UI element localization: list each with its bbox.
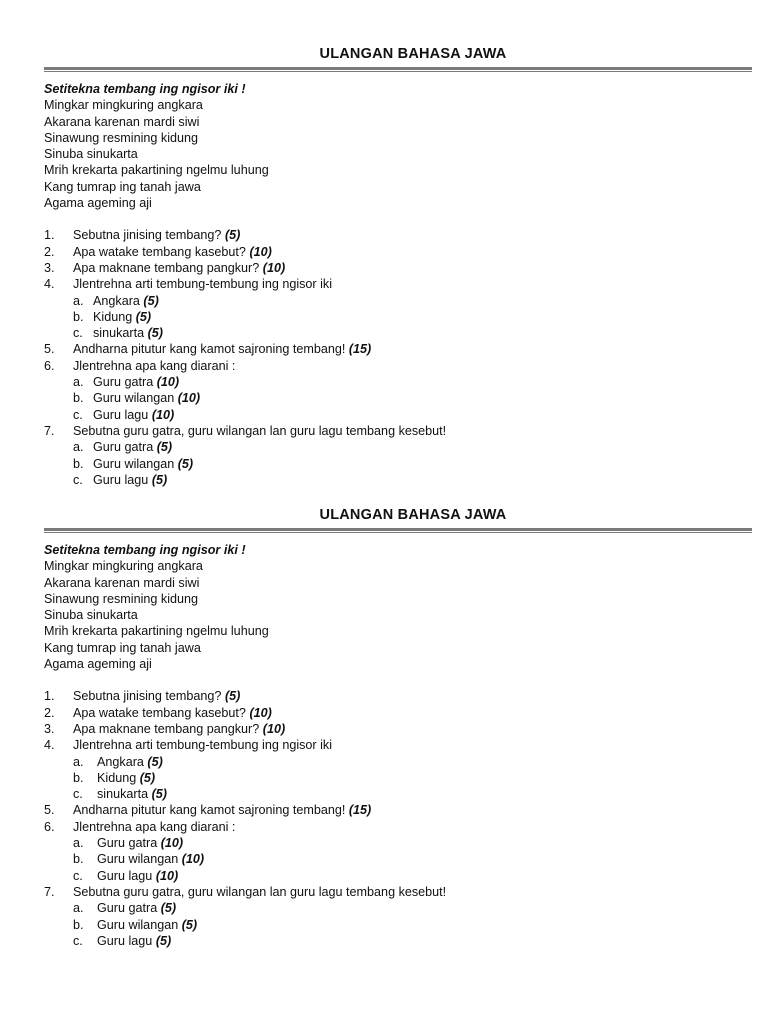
- poem-line: Kang tumrap ing tanah jawa: [44, 179, 201, 194]
- sub-letter: a.: [73, 901, 84, 916]
- question-item: [44, 688, 752, 704]
- exam-title: ULANGAN BAHASA JAWA: [319, 46, 507, 62]
- sub-text: Guru lagu: [93, 407, 152, 422]
- question-text: Jlentrehna arti tembung-tembung ing ngisor iki: [73, 738, 333, 753]
- question-score: (5): [224, 689, 241, 704]
- sub-letter: c.: [73, 868, 83, 883]
- sub-score: (5): [135, 309, 152, 324]
- poem-block: [44, 542, 752, 672]
- sub-item: [44, 868, 752, 884]
- sub-text: Guru lagu: [97, 868, 156, 883]
- question-text: Apa watake tembang kasebut?: [73, 705, 250, 720]
- poem-line: Akarana karenan mardi siwi: [44, 114, 200, 129]
- sub-score: (5): [156, 440, 173, 455]
- sub-item: [44, 900, 752, 916]
- question-number: 3.: [44, 721, 55, 736]
- poem-line: Mrih krekarta pakartining ngelmu luhung: [44, 163, 269, 178]
- question-score: (10): [249, 705, 272, 720]
- sub-item: [44, 786, 752, 802]
- sub-score: (10): [181, 852, 205, 867]
- question-item: [44, 227, 752, 243]
- poem-line: Mrih krekarta pakartining ngelmu luhung: [44, 624, 269, 639]
- sub-letter: b.: [73, 309, 84, 324]
- sub-text: Guru lagu: [93, 472, 152, 487]
- question-item: [44, 358, 752, 374]
- question-number: 3.: [44, 260, 55, 275]
- question-item: [44, 341, 752, 357]
- poem-line: Sinuba sinukarta: [44, 608, 138, 623]
- question-score: (10): [262, 721, 286, 736]
- question-item: [44, 260, 752, 276]
- sub-text: Guru gatra: [97, 901, 161, 916]
- sub-score: (5): [147, 754, 163, 769]
- poem-block: [44, 81, 752, 211]
- sub-score: (5): [143, 293, 159, 308]
- sub-letter: c.: [73, 407, 83, 422]
- sub-item: [44, 439, 752, 455]
- poem-line: Sinawung resmining kidung: [44, 130, 199, 145]
- sub-letter: b.: [73, 391, 84, 406]
- question-text: Jlentrehna apa kang diarani :: [73, 819, 236, 834]
- sub-letter: c.: [73, 787, 83, 802]
- sub-item: [44, 917, 752, 933]
- question-text: Andharna pitutur kang kamot sajroning tembang!: [73, 803, 349, 818]
- sub-item: [44, 390, 752, 406]
- sub-score: (5): [177, 456, 194, 471]
- question-score: (10): [262, 260, 286, 275]
- question-list: [44, 688, 752, 949]
- question-number: 1.: [44, 689, 55, 704]
- poem-instruction: Setitekna tembang ing ngisor iki !: [44, 543, 246, 557]
- sub-item: [44, 293, 752, 309]
- sub-text: Kidung: [97, 770, 140, 785]
- poem-line: Mingkar mingkuring angkara: [44, 98, 203, 113]
- sub-text: Angkara: [97, 754, 148, 769]
- sub-item: [44, 770, 752, 786]
- sub-score: (10): [151, 407, 175, 422]
- sub-score: (5): [151, 472, 168, 487]
- question-number: 5.: [44, 803, 55, 818]
- sub-text: Kidung: [93, 309, 136, 324]
- question-number: 1.: [44, 228, 55, 243]
- question-item: [44, 276, 752, 292]
- question-number: 2.: [44, 705, 55, 720]
- sub-item: [44, 754, 752, 770]
- sub-letter: a.: [73, 836, 84, 851]
- sub-text: Guru wilangan: [97, 852, 182, 867]
- poem-line: Kang tumrap ing tanah jawa: [44, 640, 201, 655]
- poem-line: Sinuba sinukarta: [44, 147, 138, 162]
- exam-sheet-1: [44, 44, 752, 488]
- poem-line: Sinawung resmining kidung: [44, 591, 199, 606]
- question-text: Sebutna jinising tembang?: [73, 689, 225, 704]
- sub-item: [44, 472, 752, 488]
- question-score: (5): [224, 228, 241, 243]
- sub-score: (5): [160, 901, 177, 916]
- question-item: [44, 244, 752, 260]
- question-item: [44, 737, 752, 753]
- question-text: Apa watake tembang kasebut?: [73, 244, 250, 259]
- sub-item: [44, 933, 752, 949]
- sub-text: Guru wilangan: [93, 391, 178, 406]
- question-score: (15): [348, 803, 372, 818]
- question-number: 7.: [44, 423, 55, 438]
- sub-text: sinukarta: [97, 787, 152, 802]
- question-item: [44, 705, 752, 721]
- sub-text: Guru lagu: [97, 933, 156, 948]
- sub-letter: c.: [73, 472, 83, 487]
- poem-line: Agama ageming aji: [44, 196, 152, 211]
- sub-score: (10): [155, 868, 179, 883]
- sub-item: [44, 374, 752, 390]
- sub-letter: b.: [73, 770, 84, 785]
- question-item: [44, 721, 752, 737]
- question-list: [44, 227, 752, 488]
- sub-text: Guru wilangan: [97, 917, 182, 932]
- poem-line: Mingkar mingkuring angkara: [44, 559, 203, 574]
- exam-title: ULANGAN BAHASA JAWA: [319, 507, 507, 523]
- poem-line: Agama ageming aji: [44, 657, 152, 672]
- question-text: Apa maknane tembang pangkur?: [73, 260, 263, 275]
- sub-score: (5): [151, 787, 168, 802]
- sub-letter: a.: [73, 293, 84, 308]
- question-score: (15): [348, 342, 372, 357]
- question-text: Jlentrehna apa kang diarani :: [73, 358, 236, 373]
- question-item: [44, 423, 752, 439]
- title-divider: [44, 528, 752, 533]
- sub-text: Guru gatra: [93, 375, 157, 390]
- question-text: Jlentrehna arti tembung-tembung ing ngisor iki: [73, 277, 333, 292]
- sub-text: Angkara: [93, 293, 144, 308]
- question-item: [44, 884, 752, 900]
- sub-letter: a.: [73, 754, 84, 769]
- question-text: Apa maknane tembang pangkur?: [73, 721, 263, 736]
- question-number: 6.: [44, 358, 55, 373]
- sub-text: sinukarta: [93, 326, 148, 341]
- sub-score: (5): [181, 917, 198, 932]
- question-text: Andharna pitutur kang kamot sajroning tembang!: [73, 342, 349, 357]
- sub-score: (10): [156, 375, 180, 390]
- question-text: Sebutna guru gatra, guru wilangan lan guru lagu tembang kesebut!: [73, 884, 447, 899]
- sub-score: (10): [177, 391, 201, 406]
- question-number: 6.: [44, 819, 55, 834]
- sub-item: [44, 835, 752, 851]
- sub-score: (5): [147, 326, 164, 341]
- sub-text: Guru gatra: [97, 836, 161, 851]
- title-divider: [44, 67, 752, 72]
- sub-item: [44, 309, 752, 325]
- sub-letter: a.: [73, 375, 84, 390]
- question-number: 4.: [44, 277, 55, 292]
- sub-letter: a.: [73, 440, 84, 455]
- question-number: 4.: [44, 738, 55, 753]
- sub-score: (10): [160, 836, 184, 851]
- sub-letter: b.: [73, 917, 84, 932]
- question-item: [44, 802, 752, 818]
- poem-instruction: Setitekna tembang ing ngisor iki !: [44, 82, 246, 96]
- poem-line: Akarana karenan mardi siwi: [44, 575, 200, 590]
- question-number: 2.: [44, 244, 55, 259]
- sub-letter: c.: [73, 326, 83, 341]
- question-number: 5.: [44, 342, 55, 357]
- question-score: (10): [249, 244, 272, 259]
- sub-score: (5): [139, 770, 156, 785]
- question-item: [44, 819, 752, 835]
- exam-sheet-2: [44, 505, 752, 949]
- sub-text: Guru gatra: [93, 440, 157, 455]
- sub-score: (5): [155, 933, 172, 948]
- sub-letter: c.: [73, 933, 83, 948]
- sub-letter: b.: [73, 456, 84, 471]
- sub-text: Guru wilangan: [93, 456, 178, 471]
- sub-letter: b.: [73, 852, 84, 867]
- sub-item: [44, 456, 752, 472]
- question-text: Sebutna guru gatra, guru wilangan lan guru lagu tembang kesebut!: [73, 423, 447, 438]
- question-number: 7.: [44, 884, 55, 899]
- sub-item: [44, 325, 752, 341]
- sub-item: [44, 851, 752, 867]
- sub-item: [44, 407, 752, 423]
- question-text: Sebutna jinising tembang?: [73, 228, 225, 243]
